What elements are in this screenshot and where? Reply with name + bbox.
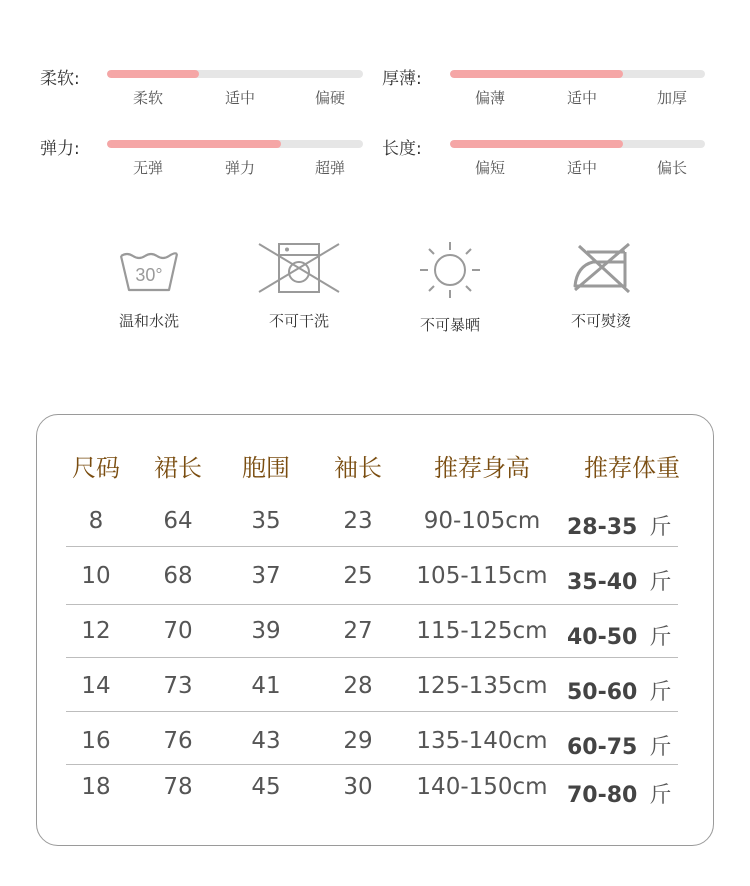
header-dress-length: 裙长 [154,454,202,482]
weight-range: 35-40 [567,570,638,595]
cell-chest: 43 [251,728,281,754]
cell-size: 14 [81,673,111,699]
cell-chest: 37 [251,563,281,589]
attr-label-length: 长度: [382,139,422,159]
cell-sleeve: 27 [343,618,373,644]
row-divider [66,546,678,547]
cell-dress-length: 70 [163,618,193,644]
weight-unit: 斤 [649,783,672,808]
row-divider [66,604,678,605]
elasticity-scale-high: 超弹 [314,159,345,177]
header-size: 尺码 [72,454,120,482]
wash-temp: 30° [135,265,163,285]
cell-sleeve: 25 [343,563,373,589]
care-no-sun [390,240,510,335]
cell-height: 140-150cm [416,774,548,800]
length-bar-fill [450,140,623,148]
no-sun-icon [418,240,482,300]
cell-size: 8 [88,508,104,534]
cell-chest: 35 [251,508,281,534]
cell-size: 16 [81,728,111,754]
care-wash [89,240,209,331]
header-chest: 胞围 [242,454,290,482]
length-scale-low: 偏短 [474,159,505,177]
attr-label-softness: 柔软: [40,69,80,89]
header-height: 推荐身高 [434,454,530,482]
thickness-bar [450,70,705,78]
cell-chest: 39 [251,618,281,644]
care-label-wash: 温和水洗 [118,312,179,330]
weight-unit: 斤 [649,570,672,595]
care-label-no-sun: 不可暴晒 [419,316,480,334]
thickness-scale-low: 偏薄 [474,89,505,107]
cell-weight [567,510,671,541]
care-no-dry-clean [239,240,359,331]
row-divider [66,657,678,658]
cell-height: 115-125cm [416,618,548,644]
cell-sleeve: 28 [343,673,373,699]
softness-scale-mid: 适中 [224,89,255,107]
header-weight: 推荐体重 [584,454,680,482]
softness-scale-high: 偏硬 [314,89,345,107]
thickness-scale-high: 加厚 [656,89,687,107]
cell-height: 105-115cm [416,563,548,589]
cell-height: 90-105cm [423,508,541,534]
weight-range: 40-50 [567,625,638,650]
weight-range: 28-35 [567,515,638,540]
length-scale-high: 偏长 [656,159,687,177]
cell-size: 10 [81,563,111,589]
cell-weight [567,730,671,761]
cell-height: 125-135cm [416,673,548,699]
cell-weight [567,620,671,651]
row-divider [66,711,678,712]
cell-sleeve: 30 [343,774,373,800]
weight-unit: 斤 [649,625,672,650]
length-bar [450,140,705,148]
cell-chest: 41 [251,673,281,699]
cell-weight [567,565,671,596]
cell-dress-length: 78 [163,774,193,800]
elasticity-scale-low: 无弹 [132,159,163,177]
length-scale-mid: 适中 [566,159,597,177]
elasticity-bar [107,140,363,148]
weight-range: 50-60 [567,680,638,705]
cell-size: 12 [81,618,111,644]
attr-label-elasticity: 弹力: [40,139,80,159]
care-no-iron [541,240,661,331]
cell-sleeve: 23 [343,508,373,534]
softness-bar-fill [107,70,199,78]
weight-range: 70-80 [567,783,638,808]
header-sleeve: 袖长 [334,454,382,482]
cell-weight [567,778,671,809]
attr-label-thickness: 厚薄: [382,69,422,89]
cell-chest: 45 [251,774,281,800]
weight-range: 60-75 [567,735,638,760]
care-label-no-dry-clean: 不可干洗 [268,312,329,330]
cell-sleeve: 29 [343,728,373,754]
row-divider [66,764,678,765]
weight-unit: 斤 [649,735,672,760]
cell-size: 18 [81,774,111,800]
weight-unit: 斤 [649,680,672,705]
cell-weight [567,675,671,706]
cell-dress-length: 73 [163,673,193,699]
no-dry-clean-icon [257,240,341,296]
cell-dress-length: 64 [163,508,193,534]
cell-dress-length: 68 [163,563,193,589]
cell-height: 135-140cm [416,728,548,754]
softness-scale-low: 柔软 [132,89,163,107]
weight-unit: 斤 [649,515,672,540]
elasticity-scale-mid: 弹力 [224,159,255,177]
thickness-bar-fill [450,70,623,78]
cell-dress-length: 76 [163,728,193,754]
no-iron-icon [569,240,633,296]
care-label-no-iron: 不可熨烫 [570,312,631,330]
wash-30-icon [117,240,181,296]
thickness-scale-mid: 适中 [566,89,597,107]
elasticity-bar-fill [107,140,281,148]
softness-bar [107,70,363,78]
